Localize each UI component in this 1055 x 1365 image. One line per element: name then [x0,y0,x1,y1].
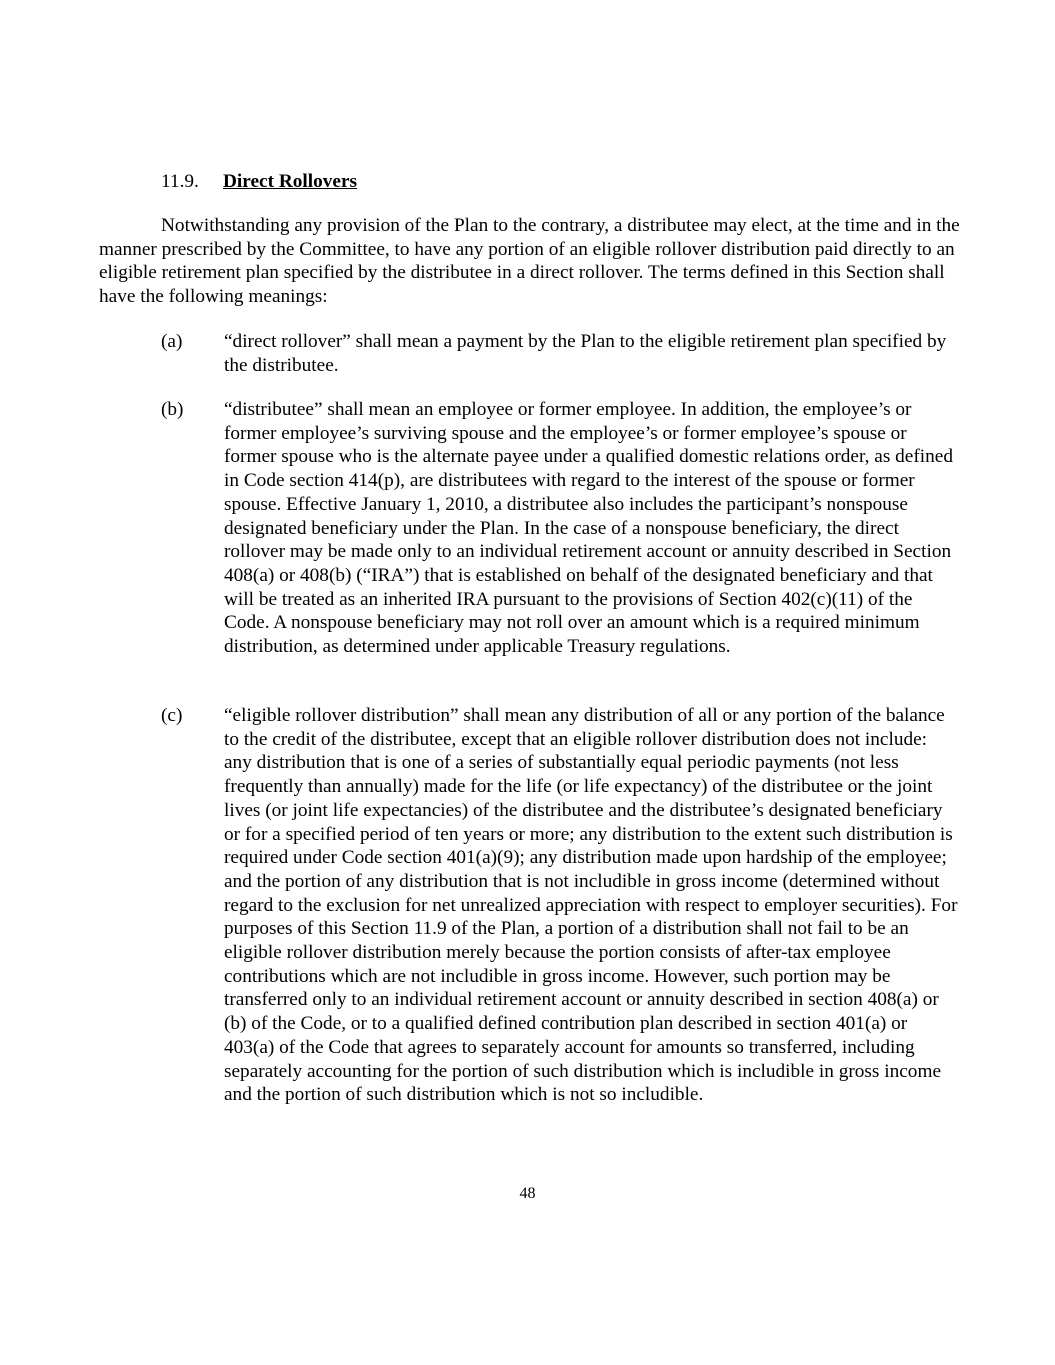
item-text: “distributee” shall mean an employee or former employee. In addition, the employee’s or former employee’s surviving spouse and the employee’s or former employee’s spouse or former spouse who is the alternate payee under a qualified domestic relations order, as defined in Code section 414(p), are distributees with regard to the interest of the spouse or former spouse. Effective January 1, 2010, a distributee also includes the participant’s nonspouse designated beneficiary under the Plan. In the case of a nonspouse beneficiary, the direct rollover may be made only to an individual retirement account or annuity described in Section 408(a) or 408(b) (“IRA”) that is established on behalf of the designated beneficiary and that will be treated as an inherited IRA pursuant to the provisions of Section 402(c)(11) of the Code. A nonspouse beneficiary may not roll over an amount which is a required minimum distribution, as determined under applicable Treasury regulations. [224,399,953,658]
item-text: “eligible rollover distribution” shall mean any distribution of all or any portion of the balance to the credit of the distributee, except that an eligible rollover distribution does not include: any distribution that is one of a series of substantially equal periodic payments (not less frequently than annually) made for the life (or life expectancy) of the distributee or the joint lives (or joint life expectancies) of the distributee and the distributee’s designated beneficiary or for a specified period of ten years or more; any distribution to the extent such distribution is required under Code section 401(a)(9); any distribution made upon hardship of the employee; and the portion of any distribution that is not includible in gross income (determined without regard to the exclusion for net unrealized appreciation with respect to employer securities). For purposes of this Section 11.9 of the Plan, a portion of a distribution shall not fail to be an eligible rollover distribution merely because the portion consists of after-tax employee contributions which are not includible in gross income. However, such portion may be transferred only to an individual retirement account or annuity described in section 408(a) or (b) of the Code, or to a qualified defined contribution plan described in section 401(a) or 403(a) of the Code that agrees to separately account for amounts so transferred, including separately accounting for the portion of such distribution which is includible in gross income and the portion of such distribution which is not so includible. [224,705,958,1106]
page-number: 48 [519,1185,536,1202]
item-label: (b) [161,399,184,420]
item-label: (a) [161,331,183,352]
intro-paragraph: Notwithstanding any provision of the Plan to the contrary, a distributee may elect, at the time and in the manner prescribed by the Committee, to have any portion of an eligible rollover distribution paid directly to an eligible retirement plan specified by the distributee in a direct rollover. The terms defined in this Section shall have the following meanings: [99,215,960,308]
item-label: (c) [161,705,183,726]
item-text: “direct rollover” shall mean a payment by the Plan to the eligible retirement plan specified by the distributee. [224,331,947,376]
section-number: 11.9. [161,171,199,192]
section-heading [161,170,761,194]
section-title: Direct Rollovers [223,171,358,192]
